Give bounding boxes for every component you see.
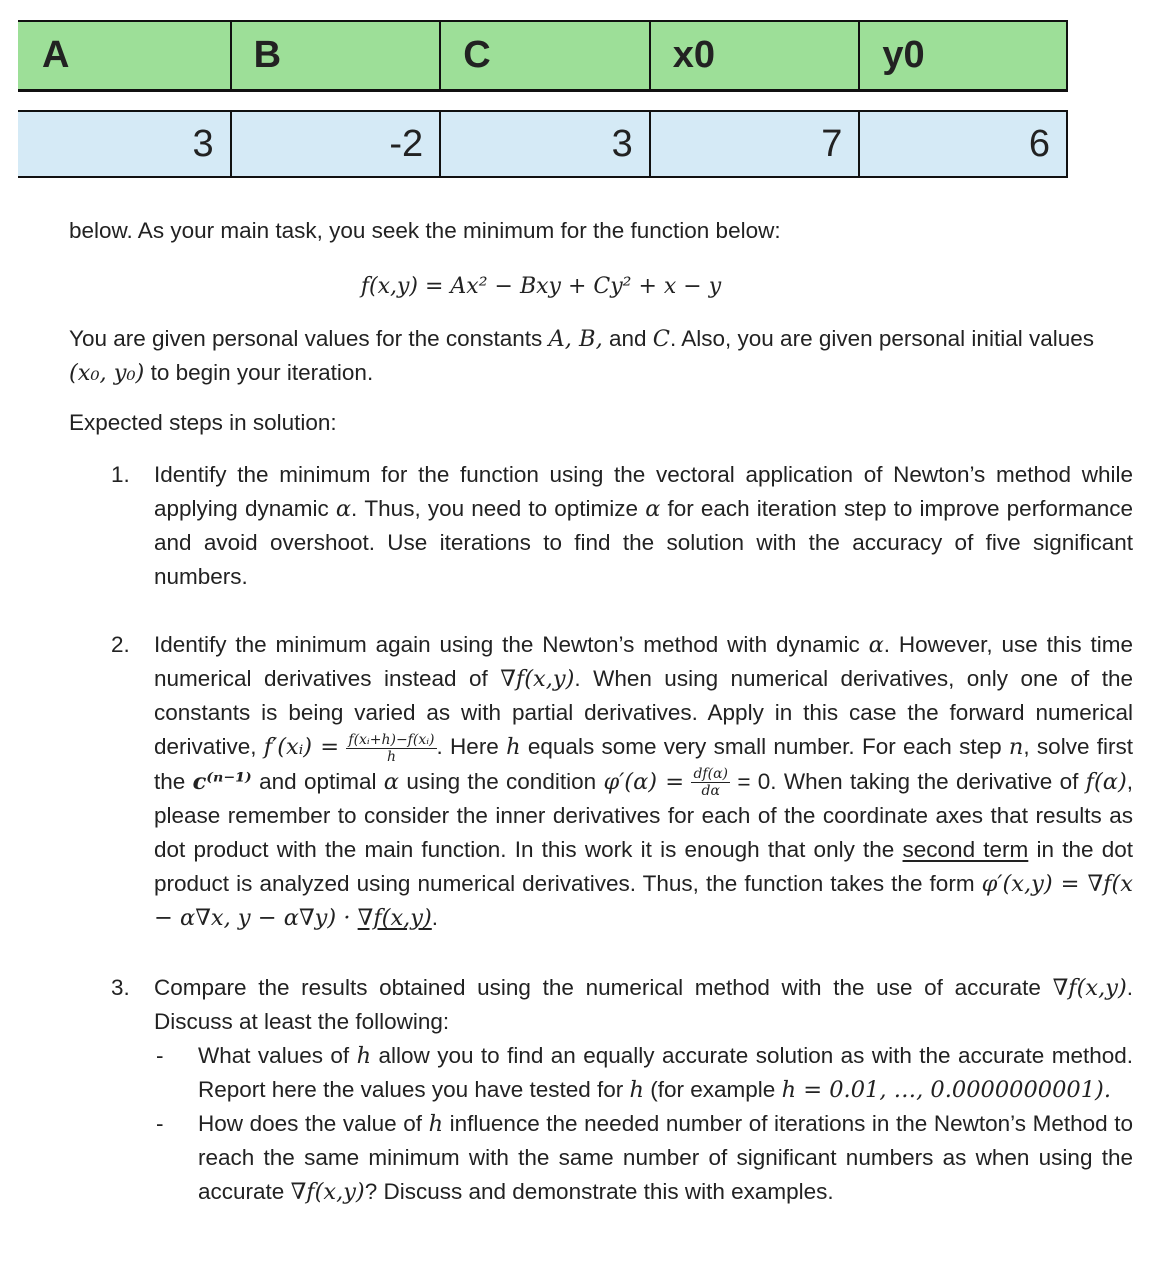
value-cell-c[interactable]: 3 — [441, 110, 651, 178]
header-cell-b[interactable]: B — [232, 20, 442, 92]
value-cell-y0[interactable]: 6 — [860, 110, 1068, 178]
step-1: 1. Identify the minimum for the function using the vectoral application of Newton’s method while applying dynamic α. Thus, you need to optimize α for each iteration step to improve performance and avoid overshoot. Use iterations to find the solution with the accuracy of five significant numbers. — [69, 458, 1133, 594]
steps-title: Expected steps in solution: — [69, 410, 337, 435]
header-cell-y0[interactable]: y0 — [860, 20, 1068, 92]
spreadsheet-table — [18, 20, 1068, 182]
given-values-paragraph: You are given personal values for the constants A, B, and C. Also, you are given personal initial values (x₀, y₀) to begin your iteration. — [69, 326, 1094, 386]
header-cell-a[interactable]: A — [18, 20, 232, 92]
alpha-derivative-fraction: $\frac{df(\alpha)}{d\alpha}$ — [693, 766, 728, 800]
value-cell-b[interactable]: -2 — [232, 110, 442, 178]
value-cell-x0[interactable]: 7 — [651, 110, 861, 178]
bullet-item: - How does the value of h influence the needed number of iterations in the Newton’s Method to reach the same minimum with the same number of significant numbers as when using the accurate ∇f(x,y)? Discuss and demonstrate this with examples. — [156, 1111, 1133, 1206]
step-number: 3. — [111, 975, 130, 1001]
objective-formula: f(x,y) = Ax² − Bxy + Cy² + x − y — [360, 274, 722, 299]
assignment-text — [69, 214, 1133, 1209]
step-number: 1. — [111, 462, 130, 487]
step-number: 2. — [111, 632, 130, 657]
step-2: 2. Identify the minimum again using the Newton’s method with dynamic α. However, use this time numerical derivatives instead of ∇f(x,y). When using numerical derivatives, only one of the constants is being varied as with partial derivatives. Apply in this case the forward numerical derivative, f′(xᵢ) = $\frac{\text{f(xᵢ+h)−f(xᵢ)}}{h}$ . Here h equals some very small number. For each step n, solve first the c⁽ⁿ⁻¹⁾ and optimal α using the condition φ′(α) = $\frac{df(\alpha)}{d\alpha}$ = 0. When taking the derivative of f(α), please remember to consider the inner derivatives for each of the coordinate axes that results as dot product with the main function. In this work it is enough that only the second term in the dot product is analyzed using numerical derivatives. Thus, the function takes the form φ′(x,y) = ∇f(x − α∇x, y − α∇y) · ∇f(x,y). — [69, 628, 1133, 935]
intro-text: below. As your main task, you seek the minimum for the function below: — [69, 218, 781, 243]
forward-derivative-fraction: $\frac{\text{f(xᵢ+h)−f(xᵢ)}}{h}$ — [348, 731, 435, 765]
steps-list — [69, 458, 1133, 1209]
header-cell-x0[interactable]: x0 — [651, 20, 861, 92]
value-cell-a[interactable]: 3 — [18, 110, 232, 178]
header-cell-c[interactable]: C — [441, 20, 651, 92]
discussion-bullets — [154, 1039, 1133, 1209]
table-header-row — [18, 20, 1068, 92]
bullet-item: - What values of h allow you to find an equally accurate solution as with the accurate method. Report here the values you have tested for h (for example h = 0.01, …, 0.0000000001). — [156, 1043, 1134, 1104]
underlined-term: second term — [902, 837, 1029, 863]
step-3: 3. Compare the results obtained using the numerical method with the use of accurate ∇f(x,y). Discuss at least the following: - What values of h allow you to find an equally accurate solution as with the accurate method. Report here the values you have tested for h (for example h = 0.01, …, 0.0000000001). - How does the value of h influence the needed number of iterations in the Newton’s Method to reach the same minimum with the same number of significant numbers as when using the accurate ∇f(x,y)? Discuss and demonstrate this with examples. — [69, 971, 1133, 1209]
table-value-row — [18, 110, 1068, 182]
